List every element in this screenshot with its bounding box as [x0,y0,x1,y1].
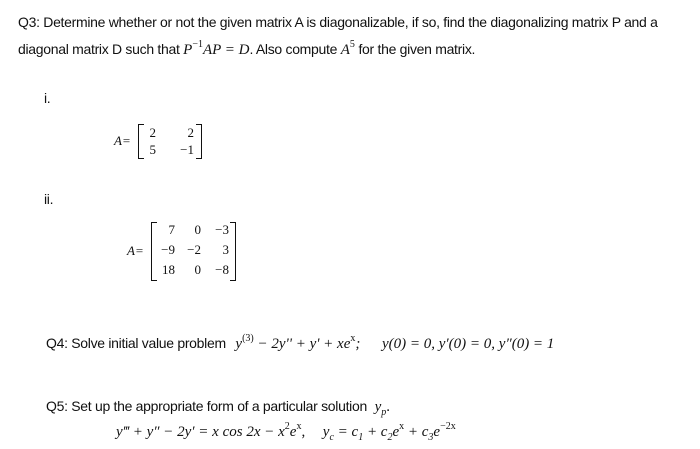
yp-subscript: p [381,407,387,418]
q3-text-line2-pre: diagonal matrix D such that [18,41,180,57]
q3-line1 [18,14,658,30]
q3-equation [183,39,250,58]
eq-p: P [183,42,193,58]
q5-yc [322,421,456,443]
q4-label: Q4: [46,335,68,351]
matrix-i [114,124,202,159]
ode-order: (3) [242,333,254,344]
yp-y: y [374,399,382,415]
matrix-ii-cell: −2 [187,242,201,257]
part-i-label: i. [44,90,51,106]
de-e: e [289,424,297,440]
matrix-ii-name: A= [127,243,144,258]
yc-c3-subscript: 3 [428,432,434,443]
part-ii-label: ii. [44,191,54,207]
q5-yp [374,399,390,418]
matrix-ii [127,222,236,281]
yc-c2-subscript: 2 [387,432,393,443]
q5-line [46,398,390,418]
yc-e: e [392,424,400,440]
q3-power [340,39,355,58]
matrix-ii-cell: 7 [168,222,175,237]
q5-equation-line [116,421,456,443]
yp-period: . [386,399,390,415]
eq-inverse-exponent: −1 [192,39,203,50]
q5-label: Q5: [46,398,68,414]
eq-ap-d: AP = D [202,42,250,58]
yc-y: y [322,424,330,440]
q5-text: Set up the appropriate form of a particular solution [71,398,367,414]
de-exponent: 2 [284,421,290,432]
de-comma: , [301,424,306,440]
yc-plus-c2: + c [363,424,388,440]
ode-semicolon: ; [355,336,361,352]
yc-subscript: c [329,432,334,443]
eq-power-exponent: 5 [349,39,355,50]
yc-e3-exponent: −2x [440,421,456,432]
matrix-ii-right-bracket [230,222,236,281]
yc-e-exponent: x [399,421,405,432]
yc-equals-c: = c [333,424,359,440]
q4-text: Solve initial value problem [71,335,226,351]
q4-initial-conditions: y(0) = 0, y′(0) = 0, y″(0) = 1 [381,336,555,352]
matrix-i-cell: 2 [149,125,156,140]
matrix-i-cell: 2 [187,125,194,140]
matrix-ii-cell: −8 [215,262,229,277]
matrix-ii-cell: −3 [215,222,229,237]
ode-terms: − 2y'' + y' + xe [253,336,351,352]
q3-line2 [18,39,475,59]
q4-line [46,333,554,353]
de-main: y‴ + y″ − 2y′ = x cos 2x − x [116,424,285,440]
matrix-ii-cell: 18 [162,262,175,277]
ode-exponent: x [350,333,356,344]
q5-de [116,421,306,440]
ode-y: y [235,336,243,352]
matrix-i-name: A= [114,133,131,148]
q3-label: Q3: [18,14,40,30]
yc-plus-c3: + c [404,424,429,440]
de-e-exponent: x [296,421,302,432]
matrix-i-cell: 5 [149,142,156,157]
q3-text-line1: Determine whether or not the given matrix A is diagonalizable, if so, find the diagonalizing matrix P and a [43,14,658,30]
yc-c1-subscript: 1 [358,432,364,443]
yc-e3: e [433,424,441,440]
q3-text-line2-mid: . Also compute [249,41,338,57]
matrix-ii-cell: 3 [222,242,229,257]
q3-text-line2-post: for the given matrix. [358,41,476,57]
matrix-ii-cell: −9 [161,242,175,257]
matrix-ii-cell: 0 [194,262,201,277]
eq-a: A [340,42,350,58]
matrix-ii-cell: 0 [194,222,201,237]
matrix-i-right-bracket [196,124,202,159]
q4-ode [235,333,361,352]
matrix-i-cell: −1 [180,142,194,157]
